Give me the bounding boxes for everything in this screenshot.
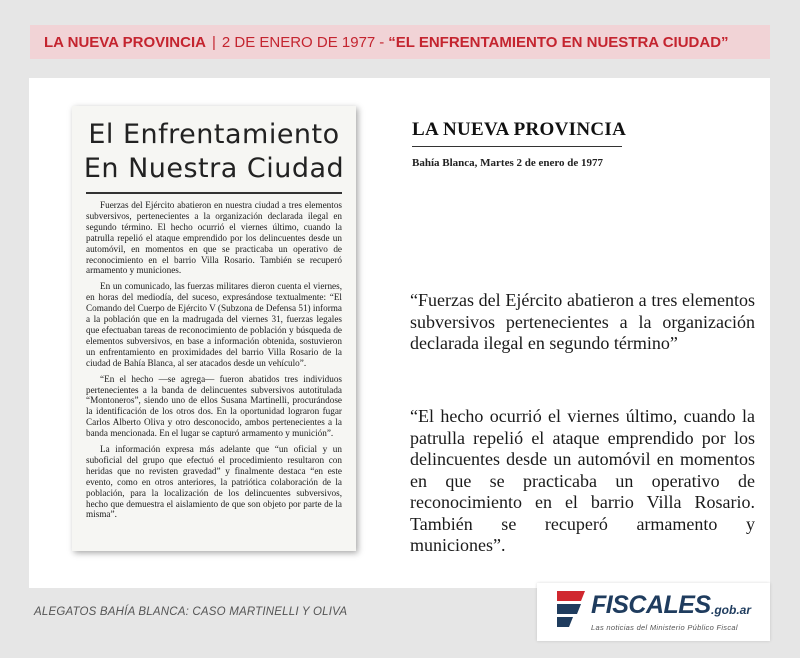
quote-first: “Fuerzas del Ejército abatieron a tres elementos subversivos pertenecientes a la organización declarada ilegal en segundo término”	[410, 290, 755, 353]
clipping-title	[72, 118, 356, 186]
header-separator: |	[211, 33, 216, 51]
newspaper-dateline: Bahía Blanca, Martes 2 de enero de 1977	[412, 157, 604, 169]
clipping-title-line-2: En Nuestra Ciudad	[83, 153, 345, 184]
newspaper-clipping	[72, 106, 356, 551]
footer-caption: ALEGATOS BAHÍA BLANCA: CASO MARTINELLI Y OLIVA	[34, 606, 348, 618]
clipping-paragraph: La información expresa más adelante que “un oficial y un suboficial del grupo que efectuó el procedimiento resultaron con heridas que no revisten gravedad” y finalmente destaca “en este evento, como en otros anteriores, la patriótica colaboración de la población, para la localización de los delincuentes subversivos, hecho que demuestra el aislamiento de que son objeto por parte de la misma”.	[86, 444, 342, 520]
logo-suffix: .gob.ar	[711, 603, 752, 617]
header-headline: “EL ENFRENTAMIENTO EN NUESTRA CIUDAD”	[388, 33, 729, 51]
fiscales-logo[interactable]	[537, 583, 770, 641]
clipping-paragraph: Fuerzas del Ejército abatieron en nuestra ciudad a tres elementos subversivos, pertenecientes a la organización declarada ilegal en segundo término. El hecho ocurrió el viernes último, cuando la patrulla repelió el ataque emprendido por los delincuentes desde un automóvil, en momentos en que se practicaba un operativo de reconocimiento en el barrio Villa Rosario. También se recuperó armamento y municiones.	[86, 200, 342, 276]
clipping-divider	[86, 192, 342, 194]
quote-second: “El hecho ocurrió el viernes último, cuando la patrulla repelió el ataque emprendido por los delincuentes desde un automóvil en momentos en que se practicaba un operativo de reconocimiento en el barrio Villa Rosario. También se recuperó armamento y municiones”.	[410, 406, 755, 555]
header-banner	[30, 25, 770, 59]
header-date: 2 DE ENERO DE 1977	[221, 33, 376, 51]
clipping-paragraph: En un comunicado, las fuerzas militares dieron cuenta el viernes, en horas del mediodía, del suceso, expresándose textualmente: “El Comando del Cuerpo de Ejército V (Subzona de Defensa 51) informa a la población que en la madrugada del viernes 31, fuerzas legales que efectuaban tareas de reconocimiento de población y búsqueda de elementos subversivos, en base a información obtenida, sostuvieron un enfrentamiento en proximidades del barrio Villa Rosario de la ciudad de Bahía Blanca, al ser atacados desde un vehículo”.	[86, 281, 342, 368]
clipping-title-line-1: El Enfrentamiento	[88, 119, 340, 150]
logo-brand: FISCALES	[591, 591, 711, 619]
clipping-paragraph: “En el hecho —se agrega— fueron abatidos tres individuos pertenecientes a la banda de delincuentes subversivos autotitulada “Montoneros”, siendo uno de ellos Susana Martinelli, procurándose la identificación de los otros dos. En la oportunidad lograron fugar Carlos Alberto Oliva y otro desconocido, ambos pertenecientes a la banda mencionada. En el lugar se capturó armamento y munición”.	[86, 373, 342, 439]
logo-tagline: Las noticias del Ministerio Público Fiscal	[591, 623, 738, 632]
header-outlet: LA NUEVA PROVINCIA	[44, 33, 206, 51]
newspaper-name-underline	[412, 146, 622, 147]
header-dash: -	[379, 33, 385, 51]
fiscales-mark-icon	[551, 589, 589, 635]
newspaper-name: LA NUEVA PROVINCIA	[412, 119, 627, 140]
clipping-body	[72, 200, 356, 520]
